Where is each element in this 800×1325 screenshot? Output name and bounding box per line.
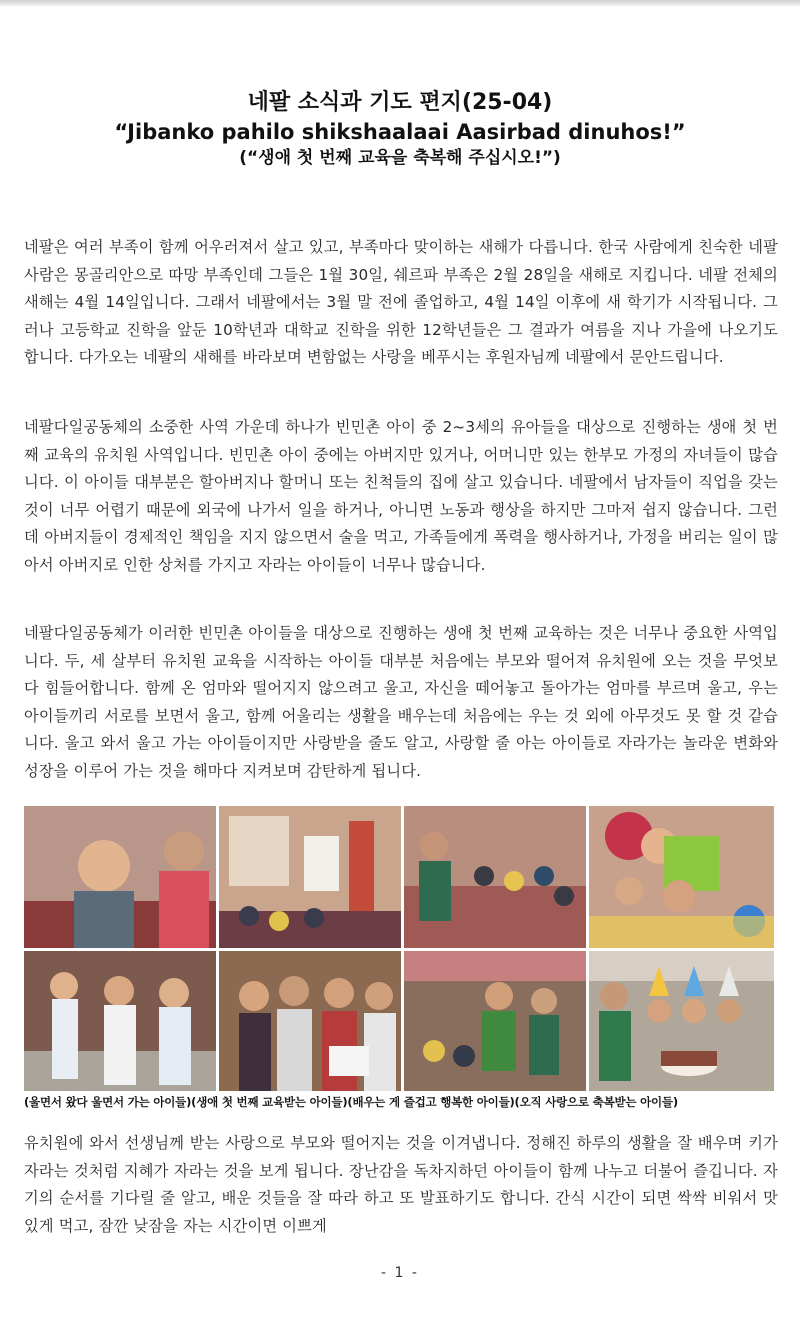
paragraph-2: 네팔다일공동체의 소중한 사역 가운데 하나가 빈민촌 아이 중 2~3세의 유아들을 대상으로 진행하는 생애 첫 번째 교육의 유치원 사역입니다. 빈민촌 아이 중에는 아버지만 있거나, 어머니만 있는 한부모 가정의 자녀들이 많습니다. 이 아이들 대부분은 할아버지나 할머니 또는 친척들의 집에 살고 있습니다. 네팔에서 남자들이 직업을 갖는 것이 너무 어렵기 때문에 외국에 나가서 일을 하거나, 아니면 노동과 행상을 하지만 그마저 쉽지 않습니다. 그런데 아버지들이 경제적인 책임을 지지 않으면서 술을 먹고, 가족들에게 폭력을 행사하거나, 가정을 버리는 일이 많아서 아버지로 인한 상처를 가지고 자라는 아이들이 너무나 많습니다.: [24, 418, 778, 574]
caption-4: (오직 사랑으로 축복받는 아이들): [514, 1095, 678, 1109]
caption-1: (울면서 왔다 울면서 가는 아이들): [24, 1095, 192, 1109]
letter-header: [0, 88, 800, 170]
caption-2: (생애 첫 번째 교육받는 아이들): [191, 1095, 348, 1109]
photo-birthday-cake: [589, 951, 774, 1091]
photo-classroom: [219, 806, 401, 948]
title-nepali: “Jibanko pahilo shikshaalaai Aasirbad dinuhos!”: [114, 120, 686, 144]
title-korean: 네팔 소식과 기도 편지(25-04): [247, 90, 553, 115]
title-translation: (“생애 첫 번째 교육을 축복해 주십시오!”): [239, 148, 561, 168]
photo-crying-child: [24, 806, 216, 948]
page-top-edge: [0, 0, 800, 6]
page-number: - 1 -: [381, 1265, 419, 1281]
caption-3: (배우는 게 즐겁고 행복한 아이들): [347, 1095, 515, 1109]
photo-happy-children: [404, 951, 586, 1091]
photo-children-with-numbers: [219, 951, 401, 1091]
paragraph-1: 네팔은 여러 부족이 함께 어우러져서 살고 있고, 부족마다 맞이하는 새해가 다릅니다. 한국 사람에게 친숙한 네팔 사람은 몽골리안으로 따망 부족인데 그들은 1월 30일, 쉐르파 부족은 2월 28일을 새해로 지킵니다. 네팔 전체의 새해는 4월 14일입니다. 그래서 네팔에서는 3월 말 전에 졸업하고, 4월 14일 이후에 새 학기가 시작됩니다. 그러나 고등학교 진학을 앞둔 10학년과 대학교 진학을 위한 12학년들은 그 결과가 여름을 지나 가을에 나오기도 합니다. 다가오는 네팔의 새해를 바라보며 변함없는 사랑을 베푸시는 후원자님께 네팔에서 문안드립니다.: [24, 238, 778, 366]
photo-captions: [24, 1094, 778, 1110]
photo-collage: [24, 806, 774, 1091]
paragraph-3: 네팔다일공동체가 이러한 빈민촌 아이들을 대상으로 진행하는 생애 첫 번째 교육하는 것은 너무나 중요한 사역입니다. 두, 세 살부터 유치원 교육을 시작하는 아이들 대부분 처음에는 부모와 떨어져 유치원에 오는 것을 무엇보다 힘들어합니다. 함께 온 엄마와 떨어지지 않으려고 울고, 자신을 떼어놓고 돌아가는 엄마를 부르며 울고, 우는 아이들끼리 서로를 보면서 울고, 함께 어울리는 생활을 배우는데 처음에는 우는 것 외에 아무것도 못 할 것 같습니다. 울고 와서 울고 가는 아이들이지만 사랑받을 줄도 알고, 사랑할 줄 아는 아이들로 자라가는 놀라운 변화와 성장을 이루어 가는 것을 해마다 지켜보며 감탄하게 됩니다.: [24, 624, 778, 780]
photo-blessed-children: [589, 806, 774, 948]
photo-children-standing: [24, 951, 216, 1091]
photo-learning-children: [404, 806, 586, 948]
paragraph-4: 유치원에 와서 선생님께 받는 사랑으로 부모와 떨어지는 것을 이겨냅니다. 정해진 하루의 생활을 잘 배우며 키가 자라는 것처럼 지혜가 자라는 것을 보게 됩니다. 장난감을 독차지하던 아이들이 함께 나누고 더불어 즐깁니다. 자기의 순서를 기다릴 줄 알고, 배운 것들을 잘 따라 하고 또 발표하기도 합니다. 간식 시간이 되면 싹싹 비워서 맛있게 먹고, 잠깐 낮잠을 자는 시간이면 이쁘게: [24, 1134, 778, 1235]
